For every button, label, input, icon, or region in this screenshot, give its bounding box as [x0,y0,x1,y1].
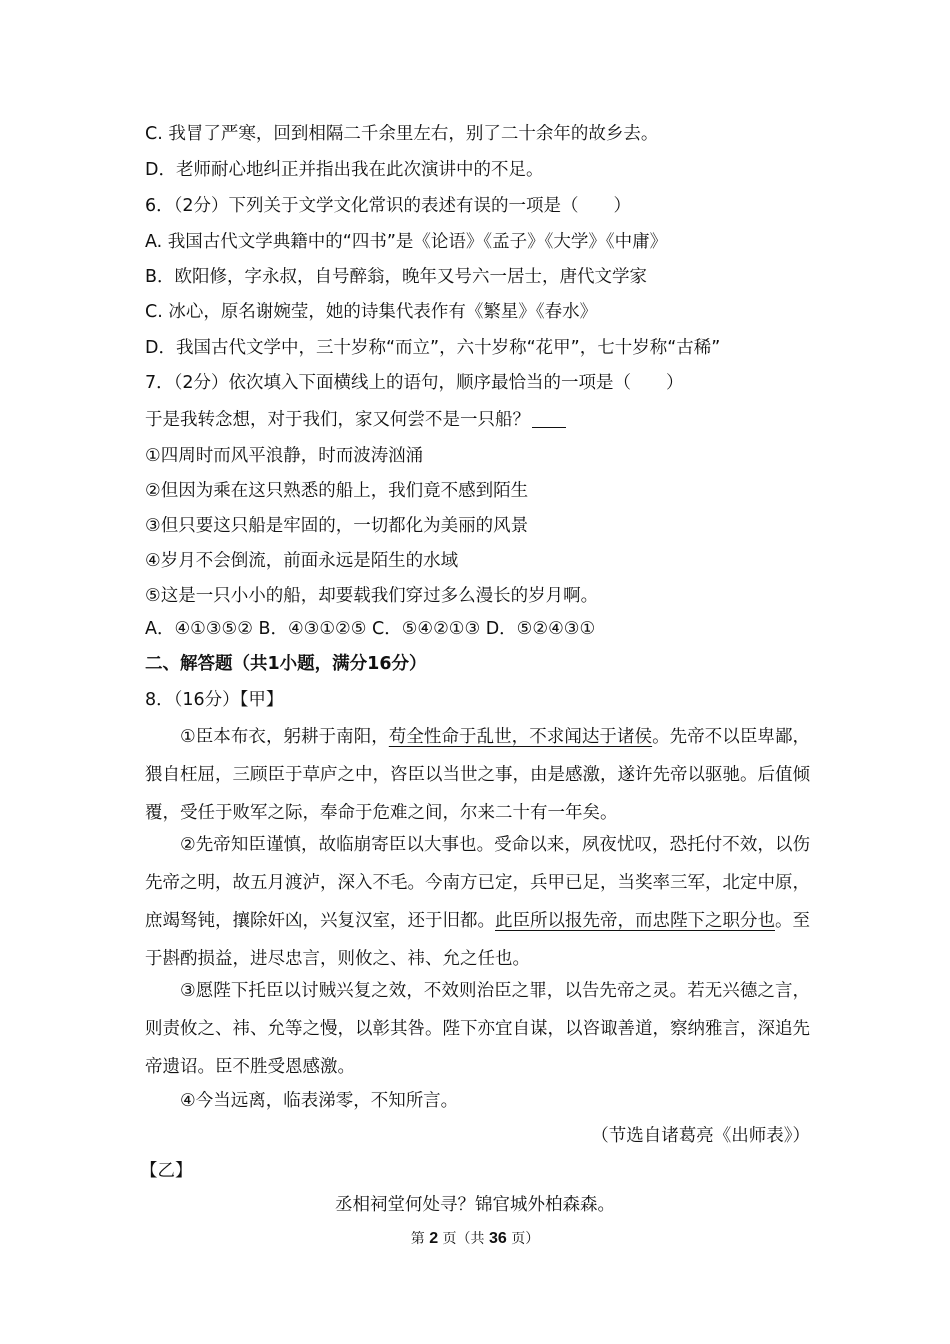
q7-sentence-5: ⑤这是一只小小的船，却要载我们穿过多么漫长的岁月啊。 [145,586,599,606]
page-footer [0,1228,950,1248]
q6-option-d: D．我国古代文学中，三十岁称“而立”，六十岁称“花甲”，七十岁称“古稀” [145,338,721,358]
q6-option-b: B．欧阳修，字永叔，自号醉翁，晚年又号六一居士，唐代文学家 [145,267,648,287]
q5-option-c: C. 我冒了严寒，回到相隔二千余里左右，别了二十余年的故乡去。 [145,124,659,144]
q7-sentence-1: ①四周时而风平浪静，时而波涛汹涌 [145,446,424,466]
p2-underlined: 此臣所以报先帝，而忠陛下之职分也 [495,911,775,931]
p2-text-a: ②先帝知臣谨慎，故临崩寄臣以大事也。受命以来，夙夜忧叹，恐托付不效，以伤先帝之明，故五月渡泸，深入不毛。今南方已定，兵甲已足，当奖率三军，北定中原，庶竭驽钝，攘除奸凶，兴复汉室，还于旧都。 [145,835,810,931]
q5-option-d: D．老师耐心地纠正并指出我在此次演讲中的不足。 [145,160,544,180]
footer-prefix: 第 [410,1231,425,1247]
q7-sentence-3: ③但只要这只船是牢固的，一切都化为美丽的风景 [145,516,529,536]
p1-text-a: ①臣本布衣，躬耕于南阳， [180,727,389,747]
footer-mid: 页（共 [442,1231,485,1247]
passage-paragraph-2 [145,826,810,978]
footer-page-number: 2 [429,1230,439,1247]
part-yi-label: 【乙】 [140,1161,193,1181]
passage-paragraph-3: ③愿陛下托臣以讨贼兴复之效，不效则治臣之罪，以告先帝之灵。若无兴德之言，则责攸之、祎、允等之慢，以彰其咎。陛下亦宜自谋，以咨诹善道，察纳雅言，深追先帝遗诏。臣不胜受恩感激。 [145,981,810,1077]
passage-paragraph-1 [145,718,810,832]
q7-stem-text: 于是我转念想，对于我们，家又何尝不是一只船？ [145,410,530,430]
q6-option-c: C. 冰心，原名谢婉莹，她的诗集代表作有《繁星》《春水》 [145,302,598,322]
question-7: 7．（2分）依次填入下面横线上的语句，顺序最恰当的一项是（ ） [145,373,684,393]
q7-options: A．④①③⑤② B．④③①②⑤ C．⑤④②①③ D．⑤②④③① [145,619,596,639]
question-6: 6．（2分）下列关于文学文化常识的表述有误的一项是（ ） [145,196,632,216]
q7-sentence-4: ④岁月不会倒流，前面永远是陌生的水域 [145,551,459,571]
footer-suffix: 页） [511,1231,540,1247]
poem-line-1: 丞相祠堂何处寻？锦官城外柏森森。 [335,1195,615,1215]
passage-paragraph-4: ④今当远离，临表涕零，不知所言。 [180,1091,459,1111]
p1-underlined: 苟全性命于乱世，不求闻达于诸侯 [388,727,653,747]
fill-blank [532,409,566,428]
p1-text-b: 。先帝不以臣卑鄙，猥自枉屈，三顾臣于草庐之中，咨臣以当世之事，由是感激，遂许先帝以驱驰。后值倾覆，受任于败军之际，奉命于危难之间，尔来二十有一年矣。 [145,727,811,823]
passage-source: （节选自诸葛亮《出师表》） [591,1126,810,1146]
p2-text-b: 。至于斟酌损益，进尽忠言，则攸之、祎、允之任也。 [145,911,810,969]
q6-option-a: A. 我国古代文学典籍中的“四书”是《论语》《孟子》《大学》《中庸》 [145,232,668,252]
footer-total-pages: 36 [489,1230,507,1247]
q7-sentence-2: ②但因为乘在这只熟悉的船上，我们竟不感到陌生 [145,481,529,501]
q7-stem [145,408,810,432]
question-8: 8．（16分）【甲】 [145,690,284,710]
section-2-heading: 二、解答题（共1小题，满分16分） [145,654,427,674]
